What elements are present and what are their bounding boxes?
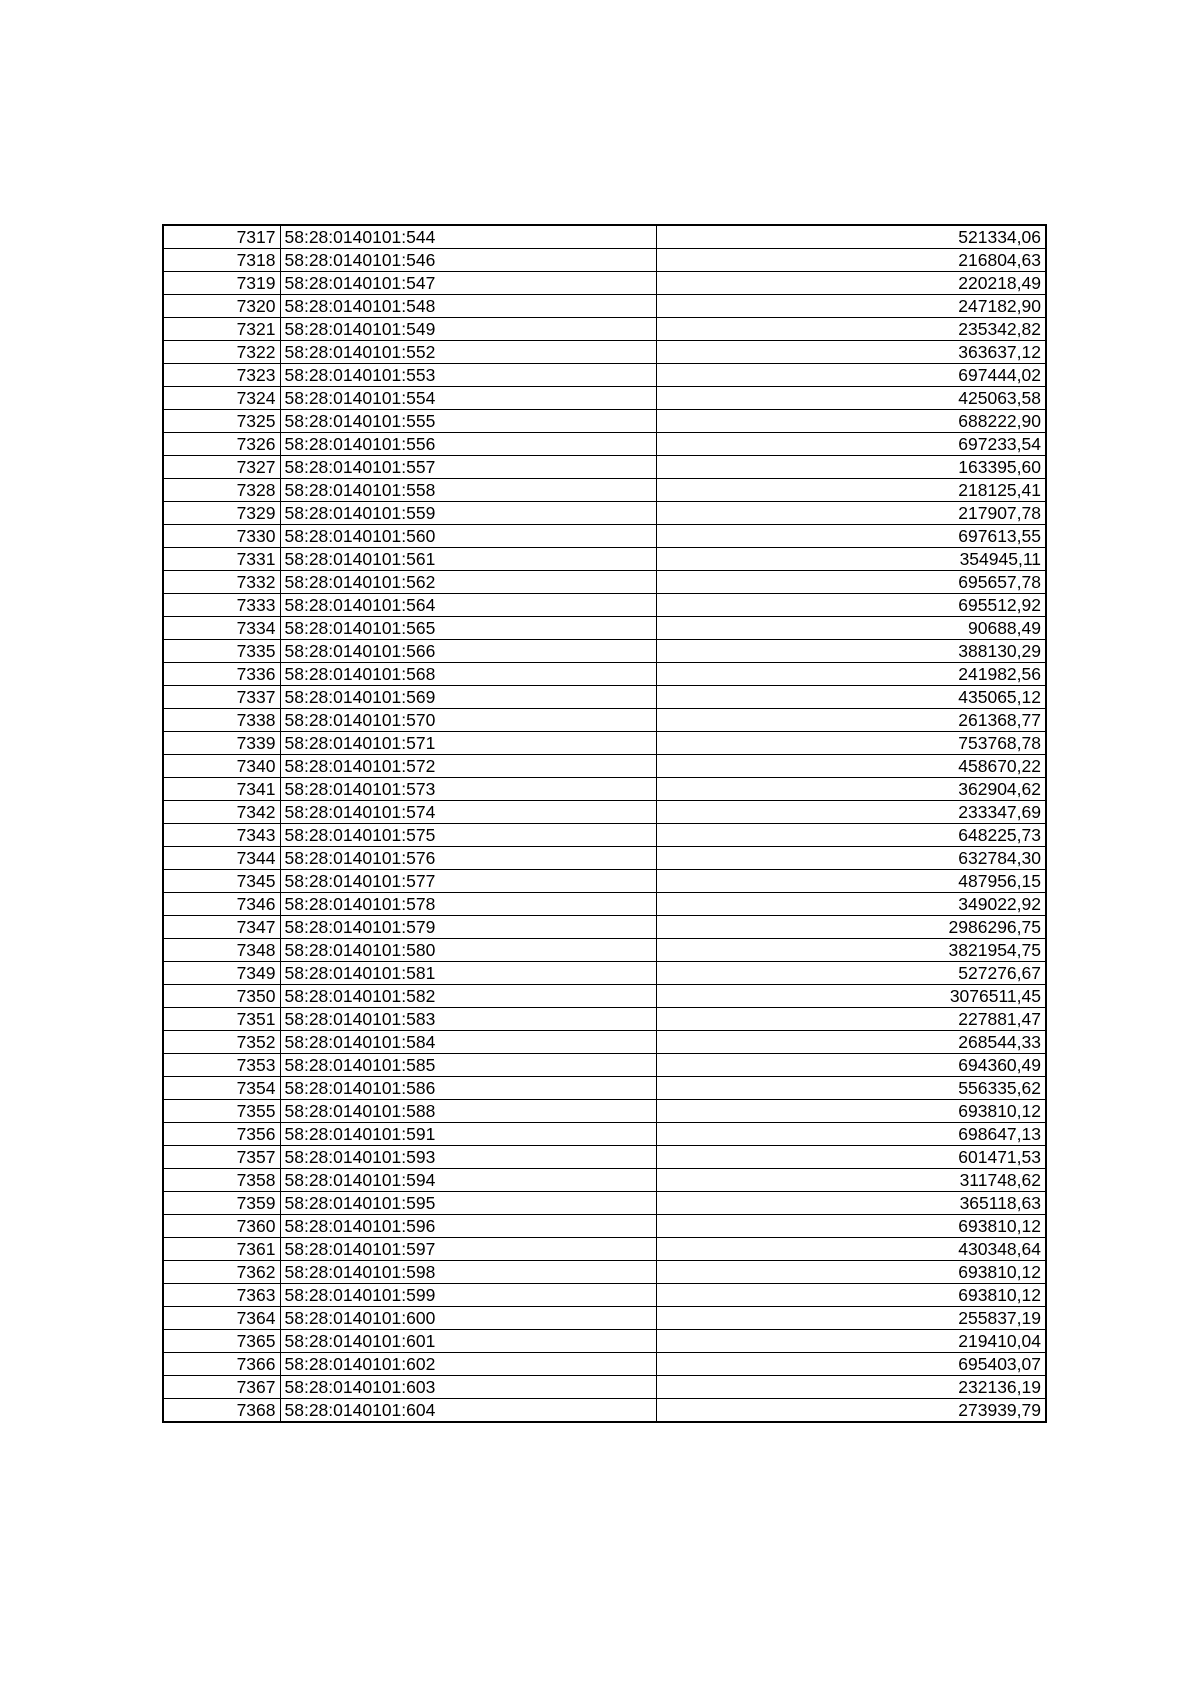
table-row	[163, 548, 1046, 571]
row-number-cell: 7356	[163, 1123, 280, 1146]
cadastral-number-cell: 58:28:0140101:544	[280, 225, 656, 249]
cadastral-number-cell: 58:28:0140101:570	[280, 709, 656, 732]
row-number-cell: 7345	[163, 870, 280, 893]
value-cell: 487956,15	[656, 870, 1046, 893]
row-number-cell: 7337	[163, 686, 280, 709]
row-number-cell: 7365	[163, 1330, 280, 1353]
row-number-cell: 7361	[163, 1238, 280, 1261]
cadastral-number-cell: 58:28:0140101:554	[280, 387, 656, 410]
cadastral-number-cell: 58:28:0140101:601	[280, 1330, 656, 1353]
table-row	[163, 318, 1046, 341]
row-number-cell: 7325	[163, 410, 280, 433]
table-row	[163, 525, 1046, 548]
row-number-cell: 7347	[163, 916, 280, 939]
cadastral-number-cell: 58:28:0140101:577	[280, 870, 656, 893]
value-cell: 693810,12	[656, 1284, 1046, 1307]
table-row	[163, 939, 1046, 962]
table-row	[163, 824, 1046, 847]
row-number-cell: 7327	[163, 456, 280, 479]
row-number-cell: 7340	[163, 755, 280, 778]
value-cell: 521334,06	[656, 225, 1046, 249]
table-row	[163, 617, 1046, 640]
row-number-cell: 7366	[163, 1353, 280, 1376]
cadastral-number-cell: 58:28:0140101:557	[280, 456, 656, 479]
row-number-cell: 7324	[163, 387, 280, 410]
row-number-cell: 7359	[163, 1192, 280, 1215]
cadastral-number-cell: 58:28:0140101:602	[280, 1353, 656, 1376]
cadastral-number-cell: 58:28:0140101:562	[280, 571, 656, 594]
cadastral-number-cell: 58:28:0140101:582	[280, 985, 656, 1008]
row-number-cell: 7322	[163, 341, 280, 364]
row-number-cell: 7332	[163, 571, 280, 594]
cadastral-number-cell: 58:28:0140101:546	[280, 249, 656, 272]
value-cell: 218125,41	[656, 479, 1046, 502]
cadastral-value-table	[162, 224, 1047, 1423]
row-number-cell: 7341	[163, 778, 280, 801]
row-number-cell: 7339	[163, 732, 280, 755]
row-number-cell: 7353	[163, 1054, 280, 1077]
table-row	[163, 962, 1046, 985]
row-number-cell: 7348	[163, 939, 280, 962]
cadastral-number-cell: 58:28:0140101:575	[280, 824, 656, 847]
value-cell: 247182,90	[656, 295, 1046, 318]
value-cell: 232136,19	[656, 1376, 1046, 1399]
row-number-cell: 7349	[163, 962, 280, 985]
cadastral-number-cell: 58:28:0140101:588	[280, 1100, 656, 1123]
cadastral-number-cell: 58:28:0140101:564	[280, 594, 656, 617]
table-row	[163, 410, 1046, 433]
row-number-cell: 7351	[163, 1008, 280, 1031]
row-number-cell: 7362	[163, 1261, 280, 1284]
cadastral-number-cell: 58:28:0140101:560	[280, 525, 656, 548]
cadastral-number-cell: 58:28:0140101:574	[280, 801, 656, 824]
cadastral-number-cell: 58:28:0140101:581	[280, 962, 656, 985]
table-row	[163, 1376, 1046, 1399]
table-row	[163, 1399, 1046, 1423]
cadastral-number-cell: 58:28:0140101:571	[280, 732, 656, 755]
value-cell: 693810,12	[656, 1100, 1046, 1123]
table-row	[163, 594, 1046, 617]
cadastral-number-cell: 58:28:0140101:573	[280, 778, 656, 801]
row-number-cell: 7368	[163, 1399, 280, 1423]
value-cell: 349022,92	[656, 893, 1046, 916]
row-number-cell: 7321	[163, 318, 280, 341]
value-cell: 693810,12	[656, 1215, 1046, 1238]
table-row	[163, 1077, 1046, 1100]
row-number-cell: 7338	[163, 709, 280, 732]
table-row	[163, 1238, 1046, 1261]
table-row	[163, 1284, 1046, 1307]
cadastral-number-cell: 58:28:0140101:552	[280, 341, 656, 364]
value-cell: 425063,58	[656, 387, 1046, 410]
table-row	[163, 571, 1046, 594]
cadastral-number-cell: 58:28:0140101:584	[280, 1031, 656, 1054]
row-number-cell: 7343	[163, 824, 280, 847]
row-number-cell: 7334	[163, 617, 280, 640]
table-row	[163, 801, 1046, 824]
cadastral-number-cell: 58:28:0140101:566	[280, 640, 656, 663]
value-cell: 430348,64	[656, 1238, 1046, 1261]
value-cell: 697444,02	[656, 364, 1046, 387]
row-number-cell: 7360	[163, 1215, 280, 1238]
row-number-cell: 7350	[163, 985, 280, 1008]
table-row	[163, 502, 1046, 525]
table-row	[163, 1353, 1046, 1376]
row-number-cell: 7335	[163, 640, 280, 663]
table-row	[163, 1169, 1046, 1192]
value-cell: 2986296,75	[656, 916, 1046, 939]
value-cell: 693810,12	[656, 1261, 1046, 1284]
value-cell: 227881,47	[656, 1008, 1046, 1031]
row-number-cell: 7346	[163, 893, 280, 916]
table-row	[163, 1146, 1046, 1169]
value-cell: 163395,60	[656, 456, 1046, 479]
cadastral-number-cell: 58:28:0140101:548	[280, 295, 656, 318]
row-number-cell: 7367	[163, 1376, 280, 1399]
value-cell: 698647,13	[656, 1123, 1046, 1146]
table-row	[163, 640, 1046, 663]
value-cell: 261368,77	[656, 709, 1046, 732]
table-row	[163, 755, 1046, 778]
value-cell: 458670,22	[656, 755, 1046, 778]
row-number-cell: 7329	[163, 502, 280, 525]
value-cell: 235342,82	[656, 318, 1046, 341]
value-cell: 363637,12	[656, 341, 1046, 364]
table-row	[163, 778, 1046, 801]
row-number-cell: 7333	[163, 594, 280, 617]
value-cell: 697613,55	[656, 525, 1046, 548]
value-cell: 217907,78	[656, 502, 1046, 525]
value-cell: 697233,54	[656, 433, 1046, 456]
table-body	[163, 225, 1046, 1422]
cadastral-number-cell: 58:28:0140101:604	[280, 1399, 656, 1423]
table-row	[163, 893, 1046, 916]
table-row	[163, 479, 1046, 502]
row-number-cell: 7354	[163, 1077, 280, 1100]
table-row	[163, 1307, 1046, 1330]
value-cell: 362904,62	[656, 778, 1046, 801]
table-row	[163, 225, 1046, 249]
row-number-cell: 7323	[163, 364, 280, 387]
table-row	[163, 387, 1046, 410]
value-cell: 648225,73	[656, 824, 1046, 847]
table-row	[163, 1008, 1046, 1031]
cadastral-number-cell: 58:28:0140101:599	[280, 1284, 656, 1307]
table-row	[163, 870, 1046, 893]
row-number-cell: 7355	[163, 1100, 280, 1123]
value-cell: 255837,19	[656, 1307, 1046, 1330]
table-row	[163, 1330, 1046, 1353]
row-number-cell: 7336	[163, 663, 280, 686]
cadastral-number-cell: 58:28:0140101:578	[280, 893, 656, 916]
value-cell: 233347,69	[656, 801, 1046, 824]
row-number-cell: 7331	[163, 548, 280, 571]
cadastral-number-cell: 58:28:0140101:579	[280, 916, 656, 939]
table-row	[163, 709, 1046, 732]
value-cell: 268544,33	[656, 1031, 1046, 1054]
value-cell: 388130,29	[656, 640, 1046, 663]
table-row	[163, 1192, 1046, 1215]
value-cell: 695403,07	[656, 1353, 1046, 1376]
value-cell: 632784,30	[656, 847, 1046, 870]
cadastral-number-cell: 58:28:0140101:549	[280, 318, 656, 341]
row-number-cell: 7364	[163, 1307, 280, 1330]
table-row	[163, 456, 1046, 479]
table-row	[163, 1100, 1046, 1123]
table-row	[163, 1261, 1046, 1284]
cadastral-number-cell: 58:28:0140101:555	[280, 410, 656, 433]
cadastral-number-cell: 58:28:0140101:600	[280, 1307, 656, 1330]
cadastral-number-cell: 58:28:0140101:559	[280, 502, 656, 525]
cadastral-number-cell: 58:28:0140101:597	[280, 1238, 656, 1261]
value-cell: 365118,63	[656, 1192, 1046, 1215]
cadastral-number-cell: 58:28:0140101:598	[280, 1261, 656, 1284]
value-cell: 435065,12	[656, 686, 1046, 709]
table-row	[163, 272, 1046, 295]
table-row	[163, 1123, 1046, 1146]
cadastral-number-cell: 58:28:0140101:591	[280, 1123, 656, 1146]
cadastral-number-cell: 58:28:0140101:568	[280, 663, 656, 686]
row-number-cell: 7320	[163, 295, 280, 318]
cadastral-number-cell: 58:28:0140101:603	[280, 1376, 656, 1399]
table-row	[163, 364, 1046, 387]
cadastral-number-cell: 58:28:0140101:572	[280, 755, 656, 778]
value-cell: 220218,49	[656, 272, 1046, 295]
table-row	[163, 916, 1046, 939]
value-cell: 219410,04	[656, 1330, 1046, 1353]
row-number-cell: 7319	[163, 272, 280, 295]
cadastral-number-cell: 58:28:0140101:586	[280, 1077, 656, 1100]
cadastral-number-cell: 58:28:0140101:553	[280, 364, 656, 387]
value-cell: 311748,62	[656, 1169, 1046, 1192]
value-cell: 241982,56	[656, 663, 1046, 686]
cadastral-number-cell: 58:28:0140101:569	[280, 686, 656, 709]
table-row	[163, 732, 1046, 755]
cadastral-number-cell: 58:28:0140101:561	[280, 548, 656, 571]
table-row	[163, 847, 1046, 870]
value-cell: 3821954,75	[656, 939, 1046, 962]
value-cell: 753768,78	[656, 732, 1046, 755]
cadastral-number-cell: 58:28:0140101:594	[280, 1169, 656, 1192]
value-cell: 90688,49	[656, 617, 1046, 640]
table-row	[163, 1031, 1046, 1054]
row-number-cell: 7342	[163, 801, 280, 824]
value-cell: 688222,90	[656, 410, 1046, 433]
table-row	[163, 295, 1046, 318]
table-row	[163, 341, 1046, 364]
value-cell: 601471,53	[656, 1146, 1046, 1169]
value-cell: 556335,62	[656, 1077, 1046, 1100]
table-row	[163, 1215, 1046, 1238]
table-row	[163, 433, 1046, 456]
row-number-cell: 7318	[163, 249, 280, 272]
value-cell: 3076511,45	[656, 985, 1046, 1008]
row-number-cell: 7363	[163, 1284, 280, 1307]
cadastral-number-cell: 58:28:0140101:547	[280, 272, 656, 295]
row-number-cell: 7344	[163, 847, 280, 870]
cadastral-number-cell: 58:28:0140101:558	[280, 479, 656, 502]
cadastral-number-cell: 58:28:0140101:576	[280, 847, 656, 870]
cadastral-number-cell: 58:28:0140101:583	[280, 1008, 656, 1031]
value-cell: 354945,11	[656, 548, 1046, 571]
row-number-cell: 7357	[163, 1146, 280, 1169]
table-row	[163, 686, 1046, 709]
row-number-cell: 7326	[163, 433, 280, 456]
cadastral-number-cell: 58:28:0140101:585	[280, 1054, 656, 1077]
cadastral-number-cell: 58:28:0140101:580	[280, 939, 656, 962]
cadastral-number-cell: 58:28:0140101:565	[280, 617, 656, 640]
value-cell: 694360,49	[656, 1054, 1046, 1077]
table-row	[163, 663, 1046, 686]
row-number-cell: 7352	[163, 1031, 280, 1054]
table-row	[163, 1054, 1046, 1077]
cadastral-number-cell: 58:28:0140101:596	[280, 1215, 656, 1238]
row-number-cell: 7358	[163, 1169, 280, 1192]
value-cell: 527276,67	[656, 962, 1046, 985]
value-cell: 273939,79	[656, 1399, 1046, 1423]
cadastral-number-cell: 58:28:0140101:556	[280, 433, 656, 456]
table-row	[163, 249, 1046, 272]
value-cell: 216804,63	[656, 249, 1046, 272]
cadastral-number-cell: 58:28:0140101:593	[280, 1146, 656, 1169]
table-row	[163, 985, 1046, 1008]
row-number-cell: 7328	[163, 479, 280, 502]
row-number-cell: 7330	[163, 525, 280, 548]
value-cell: 695657,78	[656, 571, 1046, 594]
cadastral-number-cell: 58:28:0140101:595	[280, 1192, 656, 1215]
row-number-cell: 7317	[163, 225, 280, 249]
value-cell: 695512,92	[656, 594, 1046, 617]
